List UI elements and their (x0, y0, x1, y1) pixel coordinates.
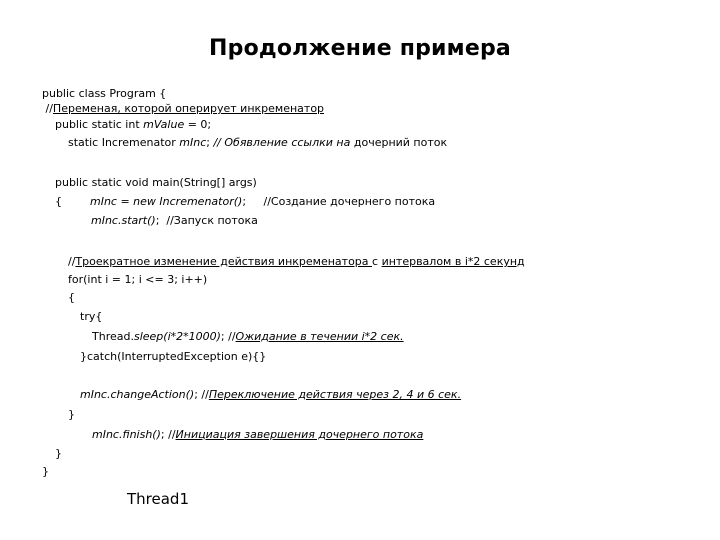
code-line: try{ (80, 310, 103, 323)
code-line: //Переменая, которой оперирует инкременатор (42, 102, 325, 115)
code-line: mInc.finish(); //Инициация завершения дочернего потока (92, 428, 424, 441)
code-line: mInc.start(); //Запуск потока (91, 214, 258, 227)
code-line: public static void main(String[] args) (55, 176, 257, 189)
code-line: public class Program { (42, 87, 167, 100)
code-line: { mInc = new Incremenator(); //Создание дочернего потока (55, 195, 436, 208)
code-line: } (42, 465, 49, 478)
code-line: //Троекратное изменение действия инкременатора с интервалом в i*2 секунд (68, 255, 525, 268)
code-line: } (68, 408, 75, 421)
code-line: Thread.sleep(i*2*1000); //Ожидание в течении i*2 сек. (92, 330, 404, 343)
caption-thread1: Thread1 (127, 490, 189, 508)
code-line: mInc.changeAction(); //Переключение действия через 2, 4 и 6 сек. (80, 388, 462, 401)
code-line: { (68, 291, 75, 304)
code-line: } (55, 447, 62, 460)
code-line: public static int mValue = 0; (55, 118, 212, 131)
code-line: for(int i = 1; i <= 3; i++) (68, 273, 208, 286)
slide-title: Продолжение примера (209, 36, 511, 61)
code-line: static Incremenator mInc; // Обявление ссылки на дочерний поток (68, 136, 448, 149)
code-line: }catch(InterruptedException e){} (80, 350, 267, 363)
